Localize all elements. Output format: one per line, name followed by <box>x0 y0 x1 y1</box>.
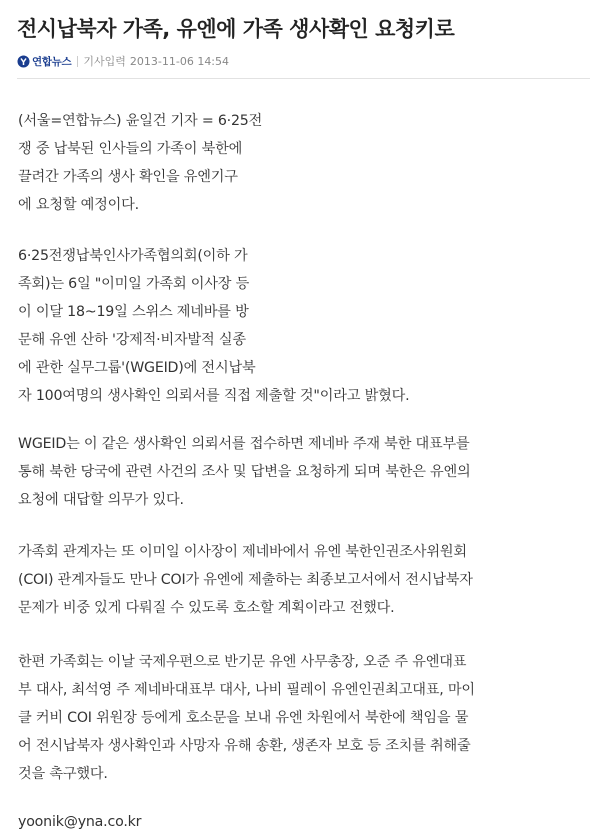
publish-date: 2013-11-06 14:54 <box>129 54 230 68</box>
paragraph-1 <box>18 107 262 219</box>
paragraph-line: 에 관한 실무그룹'(WGEID)에 전시납북 <box>18 360 256 376</box>
yonhap-logo-icon <box>17 55 30 68</box>
date-label: 기사입력 <box>83 55 126 68</box>
article-meta <box>17 52 229 70</box>
paragraph-line: 것을 촉구했다. <box>18 766 108 782</box>
paragraph-line: 한편 가족회는 이날 국제우편으로 반기문 유엔 사무총장, 오준 주 유엔대표 <box>18 654 467 670</box>
paragraph-line: 클 커비 COI 위원장 등에게 호소문을 보내 유엔 차원에서 북한에 책임을 물 <box>18 710 469 726</box>
logo-text: 연합뉴스 <box>32 55 72 68</box>
paragraph-line: (COI) 관계자들도 만나 COI가 유엔에 제출하는 최종보고서에서 전시납북자 <box>18 572 473 588</box>
paragraph-line: 통해 북한 당국에 관련 사건의 조사 및 답변을 요청하게 되며 북한은 유엔의 <box>18 464 471 480</box>
paragraph-line: (서울=연합뉴스) 윤일건 기자 = 6·25전 <box>18 113 263 129</box>
paragraph-line: 문해 유엔 산하 '강제적·비자발적 실종 <box>18 332 246 348</box>
title-divider <box>17 78 590 79</box>
paragraph-line: 요청에 대답할 의무가 있다. <box>18 492 184 508</box>
paragraph-line: 끌려간 가족의 생사 확인을 유엔기구 <box>18 169 238 185</box>
paragraph-4 <box>18 538 473 622</box>
yonhap-logo <box>17 54 71 69</box>
paragraph-line: 자 100여명의 생사확인 의뢰서를 직접 제출할 것"이라고 밝혔다. <box>18 388 410 404</box>
paragraph-line: 족회)는 6일 "이미일 가족회 이사장 등 <box>18 276 250 292</box>
paragraph-line: 가족회 관계자는 또 이미일 이사장이 제네바에서 유엔 북한인권조사위원회 <box>18 544 467 560</box>
paragraph-line: 문제가 비중 있게 다뤄질 수 있도록 호소할 계획이라고 전했다. <box>18 600 395 616</box>
email-text: yoonik@yna.co.kr <box>18 814 142 830</box>
meta-divider <box>77 56 78 67</box>
paragraph-line: 부 대사, 최석영 주 제네바대표부 대사, 나비 필레이 유엔인권최고대표, 마이 <box>18 682 475 698</box>
paragraph-5 <box>18 648 475 788</box>
paragraph-line: 이 이달 18~19일 스위스 제네바를 방 <box>18 304 249 320</box>
paragraph-2 <box>18 242 409 410</box>
reporter-email <box>18 808 141 836</box>
paragraph-line: 에 요청할 예정이다. <box>18 197 139 213</box>
paragraph-line: WGEID는 이 같은 생사확인 의뢰서를 접수하면 제네바 주재 북한 대표부를 <box>18 436 470 452</box>
paragraph-line: 쟁 중 납북된 인사들의 가족이 북한에 <box>18 141 243 157</box>
paragraph-line: 6·25전쟁납북인사가족협의회(이하 가 <box>18 248 248 264</box>
article-title: 전시납북자 가족, 유엔에 가족 생사확인 요청키로 <box>17 17 455 41</box>
paragraph-line: 어 전시납북자 생사확인과 사망자 유해 송환, 생존자 보호 등 조치를 취해줄 <box>18 738 471 754</box>
paragraph-3 <box>18 430 471 514</box>
